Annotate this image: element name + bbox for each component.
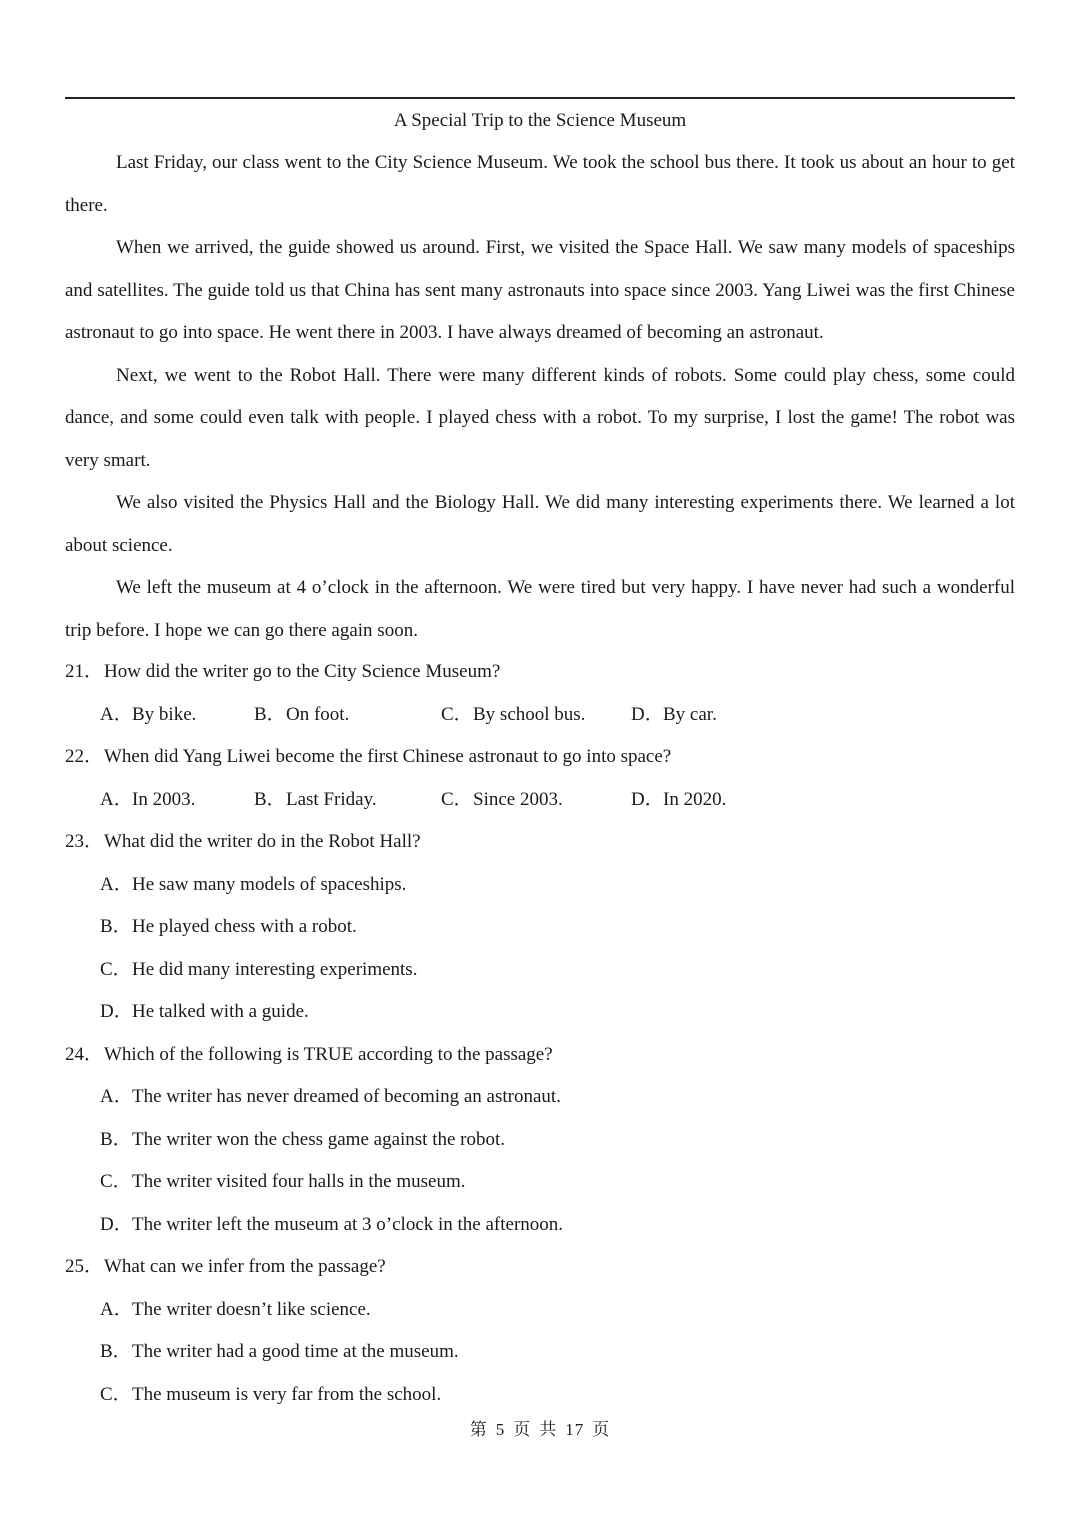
question-21 (65, 651, 1015, 694)
option-d[interactable]: D．By car. (631, 703, 717, 725)
question-21-options (65, 694, 1015, 737)
footer-page-word: 页 (513, 1420, 532, 1439)
option-c[interactable]: C．By school bus. (441, 703, 586, 725)
question-text: How did the writer go to the City Science Museum? (104, 661, 501, 682)
question-22-options (65, 779, 1015, 822)
option-c[interactable]: C．He did many interesting experiments. (100, 958, 418, 980)
question-number: 22． (65, 746, 104, 767)
passage-paragraph-5: We left the museum at 4 o’clock in the afternoon. We were tired but very happy. I have never had such a wonderful trip before. I hope we can go there again soon. (65, 577, 1015, 641)
header-rule (65, 97, 1015, 99)
passage-paragraph-4: We also visited the Physics Hall and the Biology Hall. We did many interesting experiments there. We learned a lot about science. (65, 492, 1015, 556)
passage-title: A Special Trip to the Science Museum (393, 110, 687, 131)
question-number: 25． (65, 1256, 104, 1277)
option-b[interactable]: B．Last Friday. (254, 788, 377, 810)
question-24-options (65, 1076, 1015, 1246)
option-d[interactable]: D．The writer left the museum at 3 o’clock in the afternoon. (100, 1213, 564, 1235)
option-d[interactable]: D．He talked with a guide. (100, 1001, 309, 1022)
question-25-options (65, 1289, 1015, 1417)
question-25 (65, 1246, 1015, 1289)
question-23 (65, 821, 1015, 864)
question-number: 23． (65, 831, 104, 852)
option-b[interactable]: B．The writer had a good time at the museum. (100, 1341, 459, 1362)
option-a[interactable]: A．By bike. (100, 703, 197, 725)
option-d[interactable]: D．In 2020. (631, 788, 727, 810)
option-c[interactable]: C．Since 2003. (441, 788, 563, 810)
option-a[interactable]: A．The writer doesn’t like science. (100, 1298, 371, 1320)
option-b[interactable]: B．The writer won the chess game against the robot. (100, 1128, 506, 1150)
total-pages-number: 17 (565, 1420, 585, 1439)
page-footer (0, 1418, 1080, 1442)
question-number: 21． (65, 661, 104, 682)
footer-prefix: 第 (469, 1420, 488, 1439)
passage-paragraph-2: When we arrived, the guide showed us around. First, we visited the Space Hall. We saw many models of spaceships and satellites. The guide told us that China has sent many astronauts into space since 2003. Yang Liwei was the first Chinese astronaut to go into space. He went there in 2003. I have always dreamed of becoming an astronaut. (65, 237, 1015, 343)
current-page-number: 5 (495, 1420, 506, 1439)
option-c[interactable]: C．The museum is very far from the school. (100, 1383, 442, 1405)
option-c[interactable]: C．The writer visited four halls in the museum. (100, 1171, 466, 1192)
question-list (65, 651, 1015, 1416)
option-b[interactable]: B．He played chess with a robot. (100, 916, 357, 937)
footer-total-word: 共 (539, 1420, 558, 1439)
passage-paragraph-3: Next, we went to the Robot Hall. There were many different kinds of robots. Some could play chess, some could dance, and some could even talk with people. I played chess with a robot. To my surprise, I lost the game! The robot was very smart. (65, 364, 1015, 471)
question-number: 24． (65, 1043, 104, 1065)
option-a[interactable]: A．In 2003. (100, 788, 196, 810)
question-text: What did the writer do in the Robot Hall? (104, 831, 421, 852)
option-a[interactable]: A．The writer has never dreamed of becoming an astronaut. (100, 1086, 561, 1107)
option-a[interactable]: A．He saw many models of spaceships. (100, 873, 407, 895)
question-text: Which of the following is TRUE according to the passage? (104, 1043, 553, 1065)
question-22 (65, 736, 1015, 779)
footer-suffix: 页 (592, 1420, 611, 1439)
question-24 (65, 1034, 1015, 1077)
question-text: What can we infer from the passage? (104, 1256, 386, 1277)
reading-passage (65, 142, 1015, 652)
passage-paragraph-1: Last Friday, our class went to the City Science Museum. We took the school bus there. It took us about an hour to get there. (65, 152, 1015, 216)
option-b[interactable]: B．On foot. (254, 703, 350, 725)
question-23-options (65, 864, 1015, 1034)
question-text: When did Yang Liwei become the first Chinese astronaut to go into space? (104, 746, 672, 767)
